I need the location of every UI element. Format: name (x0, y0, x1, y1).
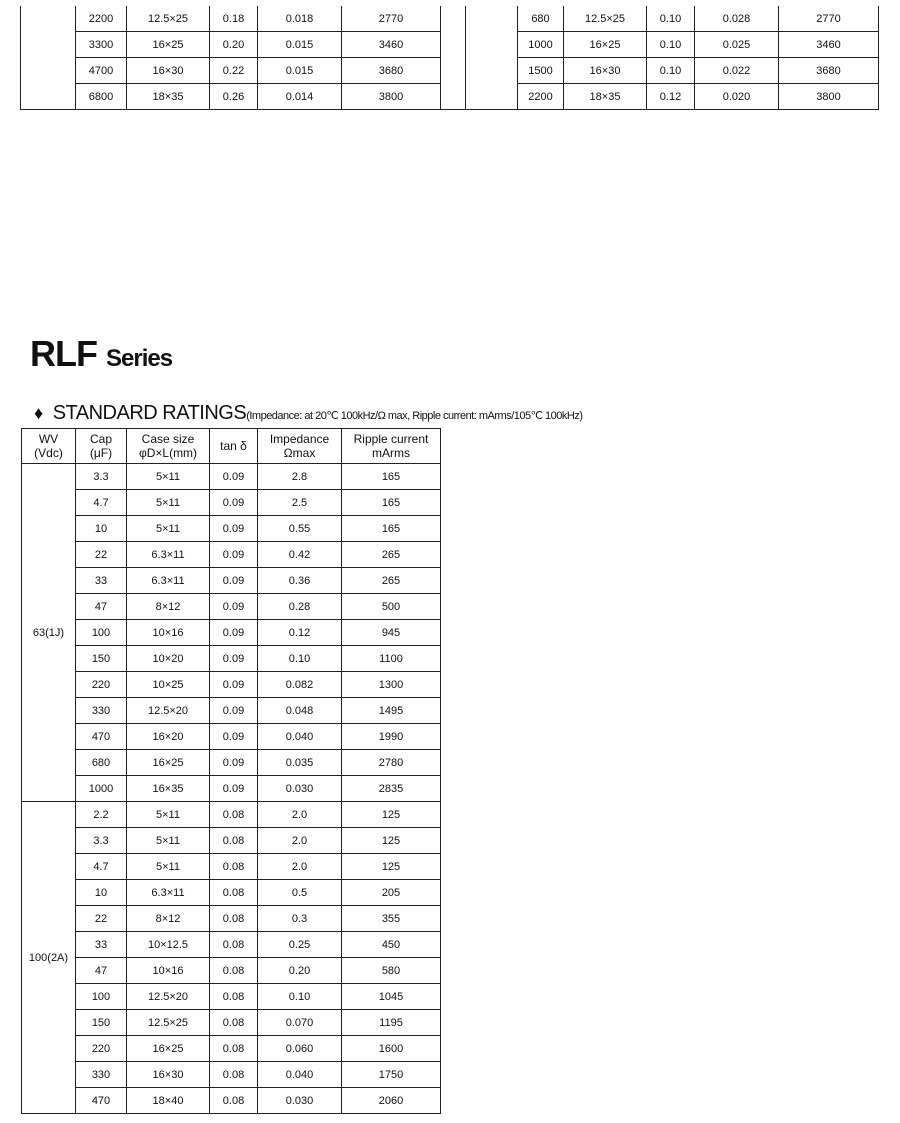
table-row (21, 58, 441, 84)
cap-cell: 220 (76, 672, 127, 698)
series-title (30, 333, 172, 375)
impedance-cell: 2.8 (258, 464, 342, 490)
case-size-cell: 12.5×20 (127, 698, 210, 724)
series-name: RLF (30, 333, 97, 374)
table-row (22, 1088, 441, 1114)
cap-cell: 33 (76, 932, 127, 958)
tan-delta-cell: 0.09 (210, 464, 258, 490)
cap-cell: 150 (76, 1010, 127, 1036)
table-row (22, 828, 441, 854)
impedance-cell: 0.42 (258, 542, 342, 568)
ripple-current-cell: 165 (342, 490, 441, 516)
ripple-current-cell: 3460 (342, 32, 441, 58)
tan-delta-cell: 0.08 (210, 802, 258, 828)
cap-cell: 33 (76, 568, 127, 594)
case-size-cell: 5×11 (127, 516, 210, 542)
cap-cell: 4.7 (76, 490, 127, 516)
impedance-cell: 0.10 (258, 984, 342, 1010)
case-size-cell: 10×16 (127, 958, 210, 984)
impedance-cell: 0.030 (258, 1088, 342, 1114)
cap-cell: 150 (76, 646, 127, 672)
ripple-current-cell: 1750 (342, 1062, 441, 1088)
cap-cell: 2200 (518, 84, 564, 110)
tan-delta-cell: 0.10 (647, 32, 695, 58)
tan-delta-cell: 0.09 (210, 724, 258, 750)
tan-delta-cell: 0.08 (210, 906, 258, 932)
case-size-cell: 5×11 (127, 464, 210, 490)
cap-cell: 3.3 (76, 464, 127, 490)
cap-cell: 2200 (76, 6, 127, 32)
table-row (22, 490, 441, 516)
case-size-cell: 16×25 (564, 32, 647, 58)
ripple-current-cell: 165 (342, 516, 441, 542)
ripple-current-cell: 3800 (342, 84, 441, 110)
header-case-size: Case size φD×L(mm) (127, 429, 210, 464)
ripple-current-cell: 125 (342, 854, 441, 880)
case-size-cell: 16×25 (127, 1036, 210, 1062)
case-size-cell: 5×11 (127, 828, 210, 854)
ripple-current-cell: 500 (342, 594, 441, 620)
ripple-current-cell: 265 (342, 542, 441, 568)
case-size-cell: 6.3×11 (127, 542, 210, 568)
case-size-cell: 10×16 (127, 620, 210, 646)
header-ripple-current: Ripple current mArms (342, 429, 441, 464)
impedance-cell: 0.028 (695, 6, 779, 32)
case-size-cell: 18×35 (127, 84, 210, 110)
tan-delta-cell: 0.09 (210, 620, 258, 646)
case-size-cell: 6.3×11 (127, 880, 210, 906)
continued-ratings-body-left (21, 6, 441, 110)
impedance-cell: 0.014 (258, 84, 342, 110)
table-row (22, 516, 441, 542)
impedance-cell: 0.20 (258, 958, 342, 984)
tan-delta-cell: 0.09 (210, 750, 258, 776)
impedance-cell: 0.048 (258, 698, 342, 724)
ripple-current-cell: 1195 (342, 1010, 441, 1036)
case-size-cell: 16×20 (127, 724, 210, 750)
impedance-cell: 2.0 (258, 854, 342, 880)
table-row (22, 620, 441, 646)
ripple-current-cell: 2835 (342, 776, 441, 802)
impedance-cell: 0.28 (258, 594, 342, 620)
table-row (22, 1010, 441, 1036)
impedance-cell: 0.3 (258, 906, 342, 932)
table-row (21, 6, 441, 32)
ripple-current-cell: 580 (342, 958, 441, 984)
tan-delta-cell: 0.08 (210, 1036, 258, 1062)
case-size-cell: 10×20 (127, 646, 210, 672)
table-row (22, 984, 441, 1010)
case-size-cell: 5×11 (127, 490, 210, 516)
tan-delta-cell: 0.09 (210, 646, 258, 672)
cap-cell: 330 (76, 698, 127, 724)
tan-delta-cell: 0.08 (210, 984, 258, 1010)
tan-delta-cell: 0.18 (210, 6, 258, 32)
wv-cell: 63(1J) (22, 464, 76, 802)
table-row (22, 542, 441, 568)
tan-delta-cell: 0.08 (210, 854, 258, 880)
case-size-cell: 5×11 (127, 854, 210, 880)
impedance-cell: 0.020 (695, 84, 779, 110)
cap-cell: 1500 (518, 58, 564, 84)
case-size-cell: 16×25 (127, 750, 210, 776)
table-row (22, 854, 441, 880)
ripple-current-cell: 125 (342, 802, 441, 828)
table-row (22, 880, 441, 906)
tan-delta-cell: 0.09 (210, 594, 258, 620)
cap-cell: 47 (76, 594, 127, 620)
header-wv: WV (Vdc) (22, 429, 76, 464)
ripple-current-cell: 1100 (342, 646, 441, 672)
cap-cell: 3300 (76, 32, 127, 58)
diamond-bullet-icon: ♦ (34, 403, 43, 423)
impedance-cell: 0.018 (258, 6, 342, 32)
impedance-cell: 2.0 (258, 802, 342, 828)
ripple-current-cell: 3680 (779, 58, 879, 84)
continued-ratings-table-left (20, 6, 441, 110)
continued-ratings-table-right (440, 6, 879, 110)
ripple-current-cell: 125 (342, 828, 441, 854)
table-row (22, 568, 441, 594)
case-size-cell: 16×30 (564, 58, 647, 84)
ripple-current-cell: 2770 (342, 6, 441, 32)
impedance-cell: 0.25 (258, 932, 342, 958)
ripple-current-cell: 1600 (342, 1036, 441, 1062)
tan-delta-cell: 0.08 (210, 880, 258, 906)
ripple-current-cell: 1300 (342, 672, 441, 698)
standard-ratings-title: STANDARD RATINGS (52, 402, 247, 424)
tan-delta-cell: 0.09 (210, 698, 258, 724)
header-cap: Cap (μF) (76, 429, 127, 464)
table-row (22, 672, 441, 698)
tan-delta-cell: 0.10 (647, 58, 695, 84)
ripple-current-cell: 3460 (779, 32, 879, 58)
impedance-cell: 0.55 (258, 516, 342, 542)
tan-delta-cell: 0.09 (210, 568, 258, 594)
cap-cell: 47 (76, 958, 127, 984)
impedance-cell: 0.10 (258, 646, 342, 672)
case-size-cell: 16×30 (127, 1062, 210, 1088)
standard-ratings-heading (34, 402, 582, 425)
series-suffix: Series (106, 345, 173, 372)
tan-delta-cell: 0.09 (210, 672, 258, 698)
impedance-cell: 0.070 (258, 1010, 342, 1036)
header-impedance: Impedance Ωmax (258, 429, 342, 464)
tan-delta-cell: 0.20 (210, 32, 258, 58)
case-size-cell: 16×35 (127, 776, 210, 802)
ripple-current-cell: 450 (342, 932, 441, 958)
cap-cell: 680 (76, 750, 127, 776)
ratings-table-body (22, 464, 441, 1114)
tan-delta-cell: 0.09 (210, 490, 258, 516)
standard-ratings-note: (Impedance: at 20℃ 100kHz/Ω max, Ripple current: mArms/105℃ 100kHz) (246, 410, 583, 422)
case-size-cell: 10×25 (127, 672, 210, 698)
table-row (441, 6, 879, 32)
impedance-cell: 0.040 (258, 724, 342, 750)
table-row (22, 646, 441, 672)
ripple-current-cell: 1990 (342, 724, 441, 750)
case-size-cell: 16×25 (127, 32, 210, 58)
header-row (22, 429, 441, 464)
tan-delta-cell: 0.09 (210, 516, 258, 542)
tan-delta-cell: 0.12 (647, 84, 695, 110)
tan-delta-cell: 0.22 (210, 58, 258, 84)
tan-delta-cell: 0.10 (647, 6, 695, 32)
impedance-cell: 0.36 (258, 568, 342, 594)
cap-cell: 4700 (76, 58, 127, 84)
cap-cell: 10 (76, 880, 127, 906)
tan-delta-cell: 0.08 (210, 932, 258, 958)
table-row (21, 32, 441, 58)
cap-cell: 3.3 (76, 828, 127, 854)
ratings-table-header (22, 429, 441, 464)
table-row (22, 698, 441, 724)
cap-cell: 2.2 (76, 802, 127, 828)
spacer-cell (441, 6, 466, 110)
case-size-cell: 12.5×20 (127, 984, 210, 1010)
impedance-cell: 0.015 (258, 58, 342, 84)
ripple-current-cell: 165 (342, 464, 441, 490)
table-row (22, 594, 441, 620)
table-row (22, 776, 441, 802)
impedance-cell: 0.5 (258, 880, 342, 906)
tan-delta-cell: 0.09 (210, 776, 258, 802)
case-size-cell: 12.5×25 (127, 6, 210, 32)
ripple-current-cell: 2770 (779, 6, 879, 32)
impedance-cell: 0.035 (258, 750, 342, 776)
impedance-cell: 0.015 (258, 32, 342, 58)
ripple-current-cell: 265 (342, 568, 441, 594)
impedance-cell: 0.060 (258, 1036, 342, 1062)
case-size-cell: 10×12.5 (127, 932, 210, 958)
table-row (22, 724, 441, 750)
ripple-current-cell: 355 (342, 906, 441, 932)
impedance-cell: 0.12 (258, 620, 342, 646)
cap-cell: 220 (76, 1036, 127, 1062)
case-size-cell: 18×35 (564, 84, 647, 110)
cap-cell: 680 (518, 6, 564, 32)
standard-ratings-table (21, 428, 441, 1114)
case-size-cell: 8×12 (127, 594, 210, 620)
cap-cell: 470 (76, 724, 127, 750)
cap-cell: 1000 (518, 32, 564, 58)
ripple-current-cell: 3800 (779, 84, 879, 110)
case-size-cell: 6.3×11 (127, 568, 210, 594)
impedance-cell: 0.030 (258, 776, 342, 802)
impedance-cell: 0.025 (695, 32, 779, 58)
ripple-current-cell: 945 (342, 620, 441, 646)
table-row (22, 1036, 441, 1062)
tan-delta-cell: 0.26 (210, 84, 258, 110)
wv-cell: 100(2A) (22, 802, 76, 1114)
cap-cell: 4.7 (76, 854, 127, 880)
tan-delta-cell: 0.08 (210, 828, 258, 854)
header-tan-delta: tan δ (210, 429, 258, 464)
wv-cell (21, 6, 76, 110)
table-row (22, 1062, 441, 1088)
impedance-cell: 0.040 (258, 1062, 342, 1088)
impedance-cell: 2.0 (258, 828, 342, 854)
ripple-current-cell: 2060 (342, 1088, 441, 1114)
ripple-current-cell: 1045 (342, 984, 441, 1010)
cap-cell: 100 (76, 984, 127, 1010)
case-size-cell: 12.5×25 (564, 6, 647, 32)
table-row (22, 802, 441, 828)
tan-delta-cell: 0.08 (210, 1062, 258, 1088)
case-size-cell: 16×30 (127, 58, 210, 84)
tan-delta-cell: 0.08 (210, 958, 258, 984)
case-size-cell: 12.5×25 (127, 1010, 210, 1036)
impedance-cell: 0.082 (258, 672, 342, 698)
ripple-current-cell: 1495 (342, 698, 441, 724)
cap-cell: 100 (76, 620, 127, 646)
table-row (22, 464, 441, 490)
cap-cell: 6800 (76, 84, 127, 110)
cap-cell: 1000 (76, 776, 127, 802)
cap-cell: 22 (76, 542, 127, 568)
continued-ratings-body-right (441, 6, 879, 110)
impedance-cell: 0.022 (695, 58, 779, 84)
table-row (22, 932, 441, 958)
cap-cell: 330 (76, 1062, 127, 1088)
wv-cell (466, 6, 518, 110)
ripple-current-cell: 2780 (342, 750, 441, 776)
impedance-cell: 2.5 (258, 490, 342, 516)
table-row (22, 958, 441, 984)
cap-cell: 470 (76, 1088, 127, 1114)
case-size-cell: 8×12 (127, 906, 210, 932)
table-row (22, 906, 441, 932)
case-size-cell: 18×40 (127, 1088, 210, 1114)
table-row (22, 750, 441, 776)
tan-delta-cell: 0.08 (210, 1010, 258, 1036)
tan-delta-cell: 0.08 (210, 1088, 258, 1114)
ripple-current-cell: 205 (342, 880, 441, 906)
ripple-current-cell: 3680 (342, 58, 441, 84)
cap-cell: 10 (76, 516, 127, 542)
table-row (21, 84, 441, 110)
tan-delta-cell: 0.09 (210, 542, 258, 568)
cap-cell: 22 (76, 906, 127, 932)
case-size-cell: 5×11 (127, 802, 210, 828)
